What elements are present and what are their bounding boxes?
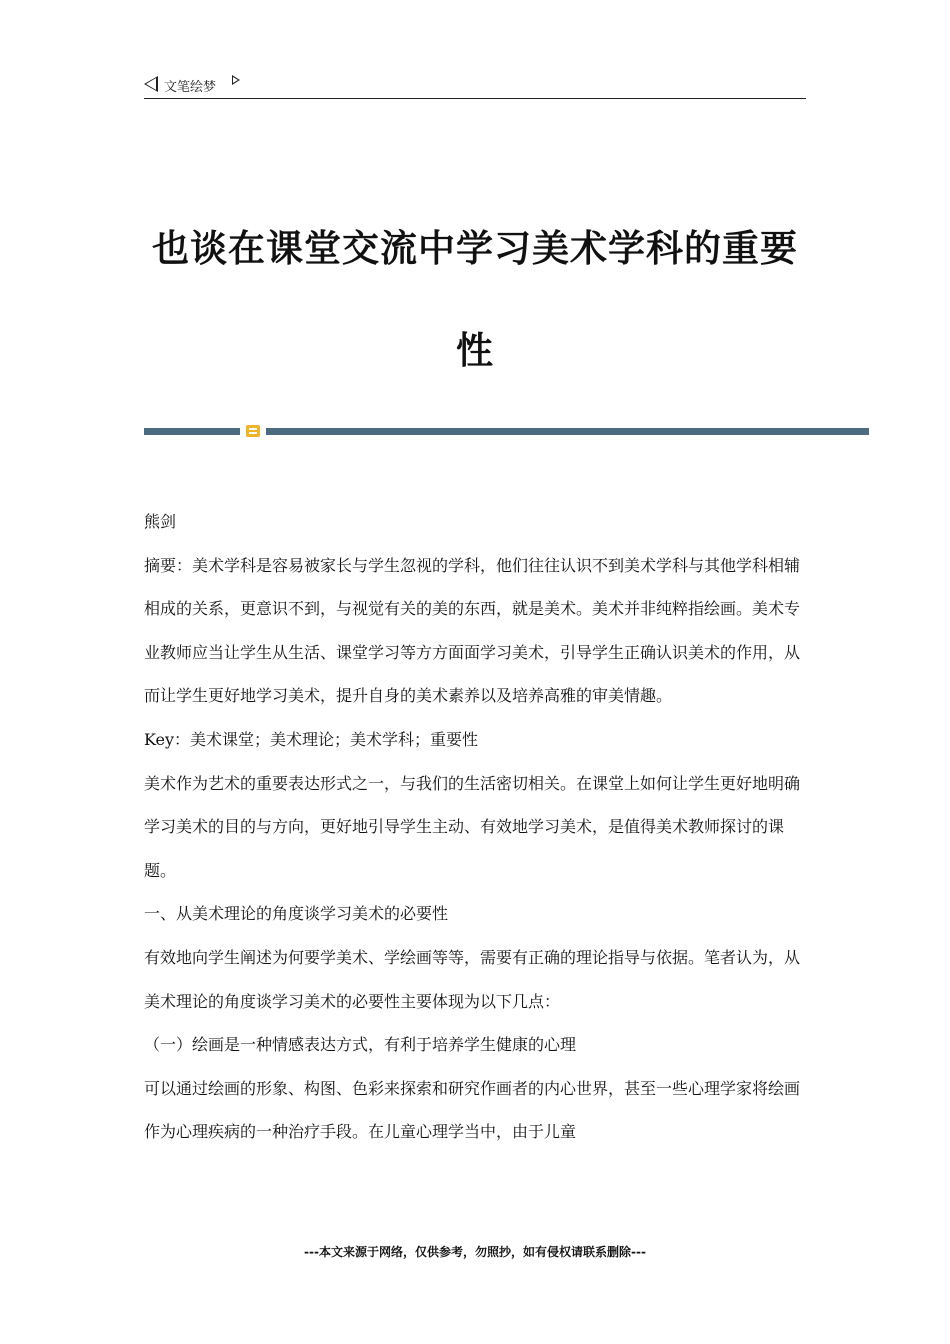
header-brand: 文笔绘梦 <box>164 80 217 95</box>
divider-bar-left <box>144 428 240 435</box>
section-heading-1: 一、从美术理论的角度谈学习美术的必要性 <box>144 904 449 924</box>
document-title: 也谈在课堂交流中学习美术学科的重要性 <box>152 227 798 372</box>
title-divider <box>144 424 869 438</box>
abstract: 摘要：美术学科是容易被家长与学生忽视的学科，他们往往认识不到美术学科与其他学科相辅相成的关系，更意识不到，与视觉有关的美的东西，就是美术。美术并非纯粹指绘画。美术专业教师应当让学生从生活、课堂学习等方方面面学习美术，引导学生正确认识美术的作用，从而让学生更好地学习美术，提升自身的美术素养以及培养高雅的审美情趣。 <box>144 555 801 706</box>
page-footer: ---本文来源于网络，仅供参考，勿照抄，如有侵权请联系删除--- <box>304 1245 646 1259</box>
section-1-paragraph: 有效地向学生阐述为何要学美术、学绘画等等，需要有正确的理论指导与依据。笔者认为，从美术理论的角度谈学习美术的必要性主要体现为以下几点： <box>144 947 801 1011</box>
page-header <box>144 72 806 99</box>
subsection-heading-1: （一）绘画是一种情感表达方式，有利于培养学生健康的心理 <box>144 1035 577 1055</box>
document-body <box>144 500 814 1154</box>
divider-bar-right <box>266 428 869 435</box>
triangle-right-icon <box>232 75 240 85</box>
intro-paragraph: 美术作为艺术的重要表达形式之一，与我们的生活密切相关。在课堂上如何让学生更好地明确学习美术的目的与方向，更好地引导学生主动、有效地学习美术，是值得美术教师探讨的课题。 <box>144 773 801 880</box>
subsection-1-paragraph: 可以通过绘画的形象、构图、色彩来探索和研究作画者的内心世界，甚至一些心理学家将绘画作为心理疾病的一种治疗手段。在儿童心理学当中，由于儿童 <box>144 1078 801 1142</box>
author: 熊剑 <box>144 512 177 531</box>
triangle-left-icon <box>144 76 158 92</box>
menu-badge-icon <box>246 425 260 437</box>
keywords: Key：美术课堂；美术理论；美术学科；重要性 <box>144 729 479 749</box>
